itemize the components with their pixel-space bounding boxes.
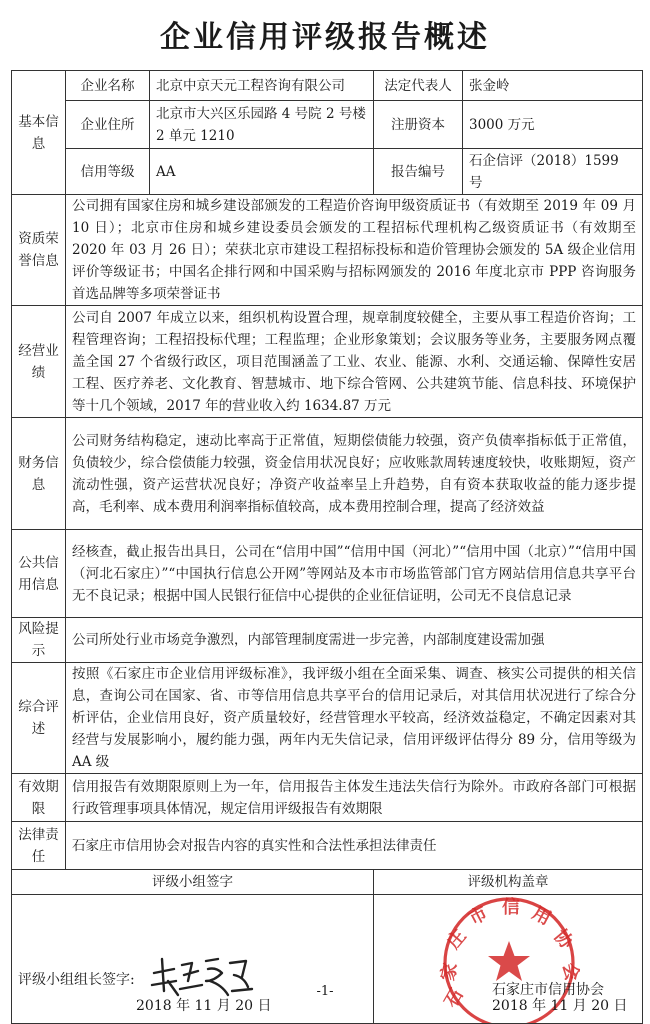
org-seal-header: 评级机构盖章 [374,870,643,895]
report-table [11,70,643,1024]
stamp-char-7: 协 [549,925,578,954]
signoff-header-row [12,870,643,895]
section-text-qualification: 公司拥有国家住房和城乡建设部颁发的工程造价咨询甲级资质证书（有效期至 2019 年 09 月 10 日）；北京市住房和城乡建设委员会颁发的工程招标代理机构乙级资质证书（有效期至 2020 年 03 月 26 日）；荣获北京市建设工程招标投标和造价管理协会颁发的 5A 级企业信用评价等级证书；中国名企排行网和中国采购与招标网颁发的 2016 年度北京市 PPP 咨询服务首选品牌等多项荣誉证书 [66,195,643,306]
section-row-finance [12,418,643,530]
legal-rep-value: 张金岭 [463,71,643,101]
legal-rep-label: 法定代表人 [374,71,463,101]
section-text-legal: 石家庄市信用协会对报告内容的真实性和合法性承担法律责任 [66,822,643,870]
signoff-body-row [12,895,643,1024]
stamp-char-2: 家 [437,960,462,983]
report-number-label: 报告编号 [374,149,463,195]
section-label-public-credit: 公共信用信息 [12,530,66,618]
org-seal-date: 2018 年 11 月 20 日 [492,998,628,1014]
credit-grade-label: 信用等级 [66,149,150,195]
report-title: 企业信用评级报告概述 [160,20,490,55]
group-signature-box [12,895,373,1023]
stamp-char-6: 用 [528,902,555,930]
section-label-basic: 基本信息 [12,71,66,195]
org-name: 石家庄市信用协会 [492,982,604,998]
capital-value: 3000 万元 [463,101,643,149]
basic-row-name [12,71,643,101]
company-name-label: 企业名称 [66,71,150,101]
section-label-finance: 财务信息 [12,418,66,530]
credit-grade-value: AA [150,149,374,195]
page-number: -1- [316,984,334,999]
section-label-validity: 有效期限 [12,774,66,822]
address-label: 企业住所 [66,101,150,149]
group-signature-header: 评级小组签字 [12,870,374,895]
stamp-char-3: 庄 [442,925,471,954]
section-label-risk: 风险提示 [12,618,66,663]
section-text-finance: 公司财务结构稳定，速动比率高于正常值，短期偿债能力较强，资产负债率指标低于正常值，负债较少，综合偿债能力较强，资金信用状况良好；应收账款周转速度较快，收账期短，资产流动性强，资产运营状况良好；净资产收益率呈上升趋势，自有资本获取收益的能力逐步提高，毛利率、成本费用利润率指标值较高，成本费用控制合理，提高了经济效益 [66,418,643,530]
section-text-public-credit: 经核查，截止报告出具日，公司在“信用中国”“信用中国（河北）”“信用中国（北京）”“信用中国（河北石家庄）”“中国执行信息公开网”等网站及本市市场监管部门官方网站信用信息共享平台无不良记录；根据中国人民银行征信中心提供的企业征信证明，公司无不良信息记录 [66,530,643,618]
section-row-qualification [12,195,643,306]
section-text-performance: 公司自 2007 年成立以来，组织机构设置合理，规章制度较健全，主要从事工程造价咨询；工程管理咨询；工程招投标代理；工程监理；企业形象策划；会议服务等业务，主要服务网点覆盖全国 27 个省级行政区，项目范围涵盖了工业、农业、能源、水利、交通运输、保障性安居工程、医疗养老、文化教育、智慧城市、地下综合管网、公共建筑节能、信息科技、环境保护等十几个领域，2017 年的营业收入约 1634.87 万元 [66,306,643,418]
section-row-risk [12,618,643,663]
section-label-performance: 经营业绩 [12,306,66,418]
section-row-public-credit [12,530,643,618]
stamp-char-1: 石 [440,985,468,1012]
leader-signature-label: 评级小组组长签字: [18,972,135,988]
section-text-risk: 公司所处行业市场竞争激烈，内部管理制度需进一步完善，内部制度建设需加强 [66,618,643,663]
section-row-legal [12,822,643,870]
stamp-char-5: 信 [502,897,520,918]
company-name-value: 北京中京天元工程咨询有限公司 [150,71,374,101]
section-text-summary: 按照《石家庄市企业信用评级标准》，我评级小组在全面采集、调查、核实公司提供的相关信息，查询公司在国家、省、市等信用信息共享平台的信用记录后，对其信用状况进行了综合分析评估，企业信用良好，资产质量较好，经营管理水平较高，经济效益稳定，不确定因素对其经营与发展影响小，履约能力强，两年内无失信记录，信用评级评估得分 89 分，信用等级为 AA 级 [66,663,643,774]
section-row-validity [12,774,643,822]
org-seal-box [374,895,642,1023]
group-sign-date: 2018 年 11 月 20 日 [136,998,272,1014]
section-label-legal: 法律责任 [12,822,66,870]
section-label-summary: 综合评述 [12,663,66,774]
basic-row-address [12,101,643,149]
basic-row-grade [12,149,643,195]
capital-label: 注册资本 [374,101,463,149]
stamp-char-8: 会 [558,960,583,983]
section-label-qualification: 资质荣誉信息 [12,195,66,306]
address-value: 北京市大兴区乐园路 4 号院 2 号楼 2 单元 1210 [150,101,374,149]
report-number-value: 石企信评（2018）1599 号 [463,149,643,195]
section-row-summary [12,663,643,774]
stamp-char-4: 市 [465,902,492,930]
section-text-validity: 信用报告有效期限原则上为一年，信用报告主体发生违法失信行为除外。市政府各部门可根据行政管理事项具体情况，规定信用评级报告有效期限 [66,774,643,822]
section-row-performance [12,306,643,418]
